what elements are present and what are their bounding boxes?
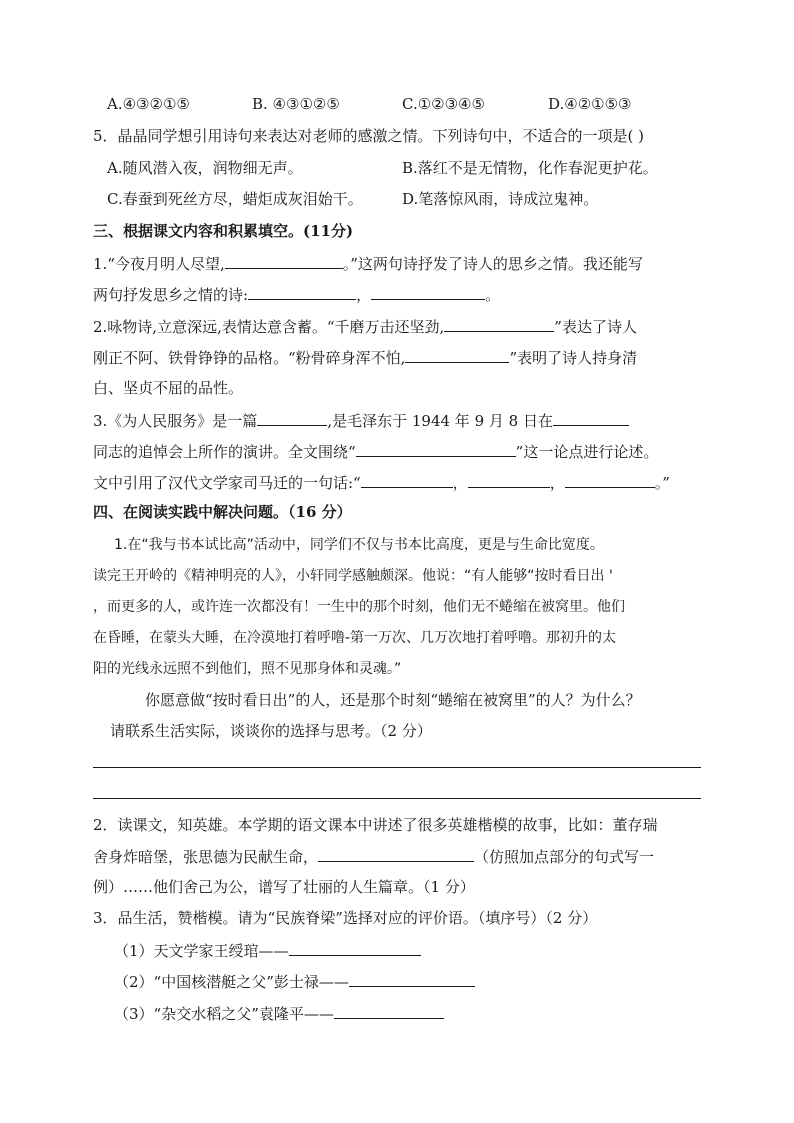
answer-line[interactable]	[93, 767, 701, 768]
s4-q2-text-b: （仿照加点部分的句式写一	[474, 848, 655, 866]
s4-q3-item-2	[114, 971, 475, 992]
s3-q3-text-c: 同志的追悼会上所作的演讲。全文围绕“	[93, 443, 356, 461]
answer-blank[interactable]	[405, 347, 509, 363]
s3-q1-line2	[93, 284, 500, 305]
answer-blank[interactable]	[371, 284, 485, 300]
q5-option-b: B.落红不是无情物，化作春泥更护花。	[402, 159, 658, 177]
answer-blank[interactable]	[444, 316, 554, 332]
s3-q1-text-a: 1.“今夜月明人尽望,	[93, 255, 225, 273]
comma: ，	[356, 286, 372, 304]
s4-q2-text-a: 舍身炸暗堡，张思德为民献生命，	[93, 848, 319, 866]
s3-q2-text-d: ”表明了诗人持身清	[509, 349, 638, 367]
s4-q3-item-3	[114, 1003, 444, 1024]
answer-line[interactable]	[93, 798, 701, 799]
comma: ，	[549, 474, 565, 492]
s4-q3-item-label: （3）“杂交水稻之父”袁隆平——	[114, 1005, 334, 1023]
q4-option-b: B. ④③①②⑤	[252, 95, 340, 113]
q5-option-d: D.笔落惊风雨，诗成泣鬼神。	[402, 190, 599, 208]
s4-q3-item-1	[114, 940, 421, 961]
s3-q2-line3: 白、坚贞不屈的品性。	[93, 379, 244, 397]
answer-blank[interactable]	[356, 441, 516, 457]
answer-blank[interactable]	[349, 971, 475, 987]
answer-blank[interactable]	[257, 410, 327, 426]
q4-option-d: D.④②①⑤③	[548, 95, 632, 113]
answer-blank[interactable]	[334, 1003, 444, 1019]
s4-q3-line1: 3．品生活，赞楷模。请为“民族脊梁”选择对应的评价语。（填序号）（2 分）	[93, 909, 598, 927]
answer-blank[interactable]	[248, 284, 356, 300]
s4-q3-item-label: （1）天文学家王绶琯——	[114, 942, 289, 960]
s4-q1-passage-line: 在昏睡，在蒙头大睡，在冷漠地打着呼噜-第一万次、几万次地打着呼噜。那初升的太	[93, 630, 617, 646]
s3-q2-line1	[93, 316, 637, 337]
section3-heading: 三、根据课文内容和积累填空。(11分)	[93, 222, 354, 240]
answer-blank[interactable]	[565, 472, 655, 488]
s3-q3-text-b: ,是毛泽东于 1944 年 9 月 8 日在	[327, 412, 553, 430]
s4-q1-question: 你愿意做“按时看日出”的人，还是那个时刻“蜷缩在被窝里”的人？为什么？	[145, 691, 641, 709]
s3-q1-text-b: 。”这两句诗抒发了诗人的思乡之情。我还能写	[342, 255, 643, 273]
s4-q1-passage-line: ，而更多的人，或许连一次都没有！一生中的那个时刻，他们无不蜷缩在被窝里。他们	[93, 599, 625, 615]
period-quote: 。”	[654, 474, 670, 492]
section4-heading: 四、在阅读实践中解决问题。（16 分）	[93, 503, 352, 521]
s4-q1-passage-line: 阳的光线永远照不到他们，照不见那身体和灵魂。”	[93, 661, 402, 677]
s4-q1-passage-line: 读完王开岭的《精神明亮的人》，小轩同学感触颇深。他说：“有人能够“按时看日出 '	[93, 568, 613, 584]
s4-q2-line1: 2．读课文，知英雄。本学期的语文课本中讲述了很多英雄楷模的故事，比如：董存瑞	[93, 816, 658, 834]
s4-q2-line3: 例）……他们舍己为公，谱写了壮丽的人生篇章。（1 分）	[93, 878, 475, 896]
s3-q3-line2	[93, 441, 658, 462]
s3-q3-text-e: 文中引用了汉代文学家司马迁的一句话:“	[93, 474, 361, 492]
answer-blank[interactable]	[361, 472, 453, 488]
comma: ，	[452, 474, 468, 492]
s3-q3-text-a: 3.《为人民服务》是一篇	[93, 412, 258, 430]
s3-q1-line1	[93, 253, 643, 274]
q4-option-c: C.①②③④⑤	[402, 95, 485, 113]
s3-q3-line1	[93, 410, 629, 431]
s4-q2-line2	[93, 846, 654, 867]
s3-q2-text-c: 刚正不阿、铁骨铮铮的品格。“粉骨碎身浑不怕,	[93, 349, 406, 367]
q5-option-a: A.随风潜入夜，润物细无声。	[107, 159, 303, 177]
q5-option-c: C.春蚕到死丝方尽，蜡炬成灰泪始干。	[107, 190, 363, 208]
s3-q3-line3	[93, 472, 670, 493]
q5-stem: 5．晶晶同学想引用诗句来表达对老师的感激之情。下列诗句中，不适合的一项是( )	[93, 127, 645, 145]
s3-q3-text-d: ”这一论点进行论述。	[515, 443, 659, 461]
answer-blank[interactable]	[225, 253, 343, 269]
answer-blank[interactable]	[289, 940, 421, 956]
s3-q2-line2	[93, 347, 637, 368]
s3-q2-text-b: ”表达了诗人	[554, 318, 637, 336]
answer-blank[interactable]	[318, 846, 474, 862]
answer-blank[interactable]	[468, 472, 550, 488]
s3-q2-text-a: 2.咏物诗,立意深远,表情达意含蓄。“千磨万击还坚劲,	[93, 318, 445, 336]
s3-q1-text-c: 两句抒发思乡之情的诗:	[93, 286, 249, 304]
answer-blank[interactable]	[553, 410, 629, 426]
s4-q3-item-label: （2）“中国核潜艇之父”彭士禄——	[114, 973, 349, 991]
s4-q1-passage-line: 1.在“我与书本试比高”活动中，同学们不仅与书本比高度，更是与生命比宽度。	[114, 537, 604, 553]
s4-q1-question-2: 请联系生活实际，谈谈你的选择与思考。（2 分）	[110, 722, 432, 740]
q4-option-a: A.④③②①⑤	[107, 95, 190, 113]
period: 。	[485, 286, 501, 304]
